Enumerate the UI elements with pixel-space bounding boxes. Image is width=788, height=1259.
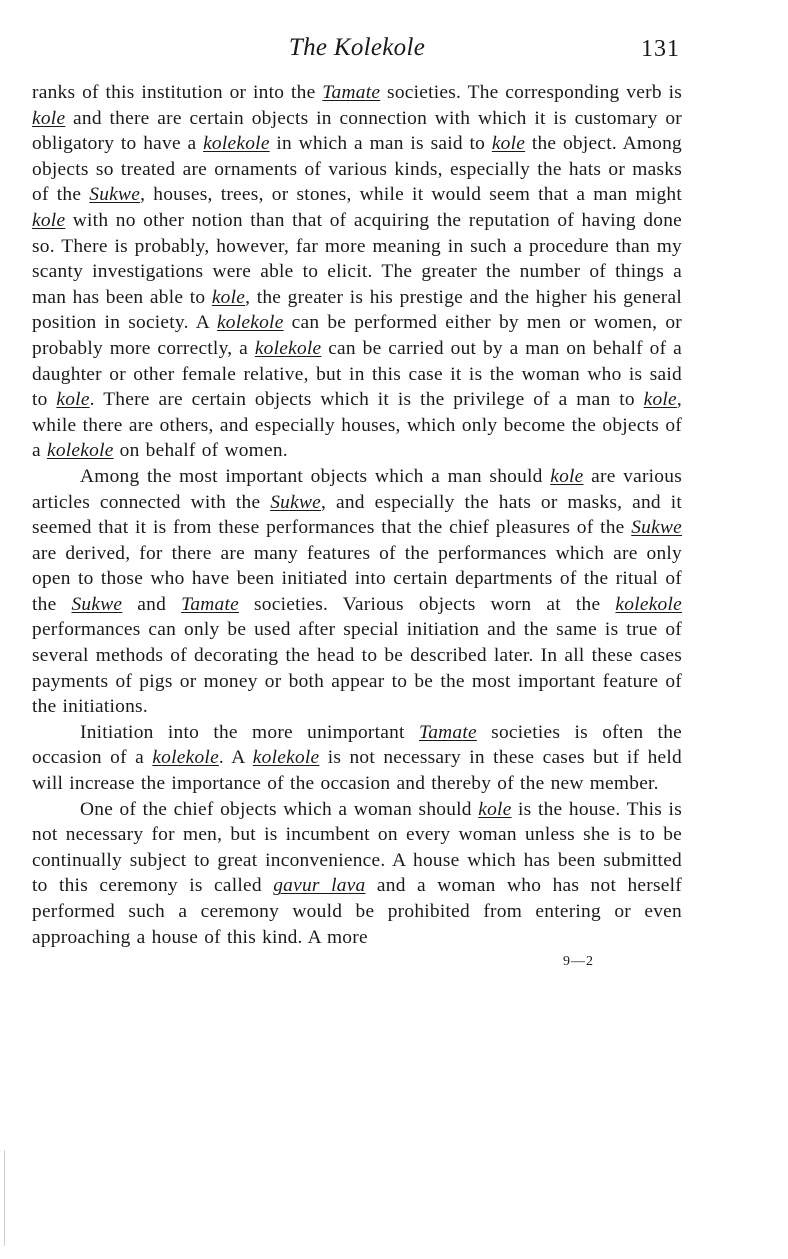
italic-term: kolekole [203, 133, 270, 155]
body-text [32, 80, 682, 950]
italic-term: Tamate [418, 721, 477, 743]
italic-term: kole [643, 389, 677, 411]
italic-term: kolekole [216, 312, 284, 334]
running-title: The Kolekole [288, 34, 426, 61]
italic-term: Tamate [181, 593, 239, 615]
running-header [32, 28, 682, 68]
italic-term: Sukwe [89, 184, 141, 206]
paragraph: ranks of this institution or into the Tamate societies. The corresponding verb is kole and there are certain objects in connection with which it is customary or obligatory to have a kolekole in which a man is said to kole the object. Among objects so treated are ornaments of various kinds, especially the hats or masks of the Sukwe, houses, trees, or stones, while it would seem that a man might kole with no other notion than that of acquiring the reputation of having done so. There is probably, however, far more meaning in such a procedure than my scanty investigations were able to elicit. The greater the number of things a man has been able to kole, the greater is his prestige and the higher his general position in society. A kolekole can be performed either by men or women, or probably more correctly, a kolekole can be carried out by a man on behalf of a daughter or other female relative, but in this case it is the woman who is said to kole. There are certain objects which it is the privilege of a man to kole, while there are others, and especially houses, which only become the objects of a kolekole on behalf of women. [32, 82, 683, 462]
italic-term: kole [32, 209, 66, 231]
book-page [32, 28, 682, 970]
italic-term: kolekole [615, 593, 682, 615]
italic-term: Sukwe [71, 593, 123, 615]
italic-term: kole [211, 286, 246, 308]
paragraph: One of the chief objects which a woman should kole is the house. This is not necessary for men, but is incumbent on every woman unless she is to be continually subject to great inconvenience. A house which has been submitted to this ceremony is called gavur lava and a woman who has not herself performed such a ceremony would be prohibited from entering or even approaching a house of this kind. A more [32, 798, 682, 948]
paragraph: Among the most important objects which a man should kole are various articles connected with the Sukwe, and especially the hats or masks, and it seemed that it is from these performances that the chief pleasures of the Sukwe are derived, for there are many features of the performances which are only open to those who have been initiated into certain departments of the ritual of the Sukwe and Tamate societies. Various objects worn at the kolekole performances can only be used after special initiation and the same is true of several methods of decorating the head to be described later. In all these cases payments of pigs or money or both appear to be the most important feature of the initiations. [32, 465, 682, 718]
signature-mark: 9—2 [563, 954, 594, 970]
italic-term: kole [550, 465, 584, 487]
scan-edge-line [4, 1150, 5, 1246]
italic-term: kolekole [152, 747, 219, 769]
italic-term: kole [491, 133, 526, 155]
italic-term: kolekole [252, 747, 320, 769]
italic-term: gavur lava [273, 875, 366, 897]
italic-term: Sukwe [270, 491, 322, 513]
italic-term: kolekole [46, 440, 114, 462]
italic-term: kole [32, 107, 66, 129]
page-number: 131 [641, 36, 680, 62]
italic-term: kole [478, 798, 512, 820]
italic-term: Tamate [322, 82, 381, 103]
italic-term: Sukwe [631, 517, 682, 539]
italic-term: kole [56, 389, 90, 411]
paragraph: Initiation into the more unimportant Tamate societies is often the occasion of a kolekole. A kolekole is not necessary in these cases but if held will increase the importance of the occasion and thereby of the new member. [32, 721, 683, 795]
italic-term: kolekole [254, 337, 322, 359]
